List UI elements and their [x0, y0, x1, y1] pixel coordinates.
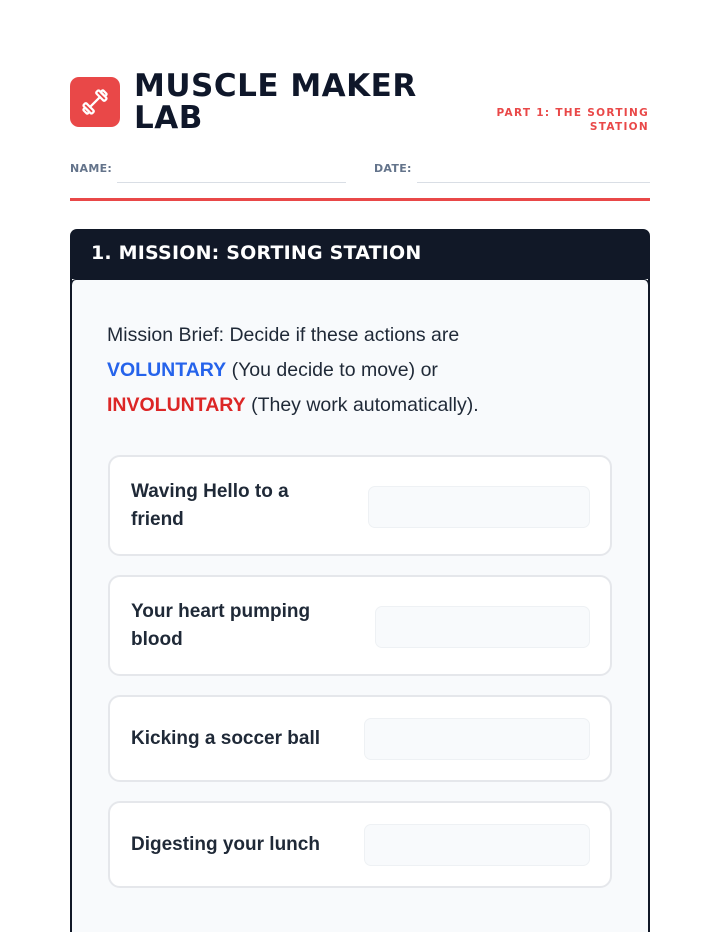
involuntary-description: (They work automatically). — [245, 394, 479, 416]
logo-badge — [70, 77, 120, 127]
card-action-text — [131, 831, 320, 859]
mission-brief — [107, 318, 607, 423]
card-action-text — [131, 725, 320, 753]
card-line-2: friend — [131, 509, 184, 530]
name-field[interactable] — [117, 182, 346, 183]
involuntary-word: INVOLUNTARY — [107, 394, 246, 416]
date-field[interactable] — [417, 182, 650, 183]
sort-card — [108, 575, 612, 676]
part-label-line-1: PART 1: THE SORTING — [496, 107, 649, 119]
answer-box[interactable] — [375, 606, 590, 648]
title-line-1: MUSCLE MAKER — [134, 68, 417, 104]
answer-box[interactable] — [368, 486, 590, 528]
answer-box[interactable] — [364, 824, 590, 866]
name-label: NAME: — [70, 162, 113, 175]
title-line-2: LAB — [134, 100, 203, 136]
part-label-line-2: STATION — [589, 121, 649, 133]
section-body-top — [70, 279, 650, 287]
voluntary-description: (You decide to move) or — [226, 359, 438, 381]
date-label: DATE: — [374, 162, 412, 175]
sort-card — [108, 455, 612, 556]
card-action-text — [131, 598, 310, 654]
card-action-text — [131, 478, 289, 534]
part-label — [449, 106, 649, 134]
card-line-1: Digesting your lunch — [131, 834, 320, 855]
dumbbell-icon — [80, 87, 110, 117]
header-divider — [70, 198, 650, 201]
card-line-1: Your heart pumping — [131, 601, 311, 622]
card-line-1: Kicking a soccer ball — [131, 728, 321, 749]
sort-card — [108, 801, 612, 888]
card-line-2: blood — [131, 629, 183, 650]
section-heading: 1. MISSION: SORTING STATION — [70, 229, 650, 279]
brief-intro: Mission Brief: Decide if these actions are — [107, 324, 460, 346]
sort-card — [108, 695, 612, 782]
card-line-1: Waving Hello to a — [131, 481, 289, 502]
answer-box[interactable] — [364, 718, 590, 760]
voluntary-word: VOLUNTARY — [107, 359, 227, 381]
page-title — [134, 70, 417, 134]
